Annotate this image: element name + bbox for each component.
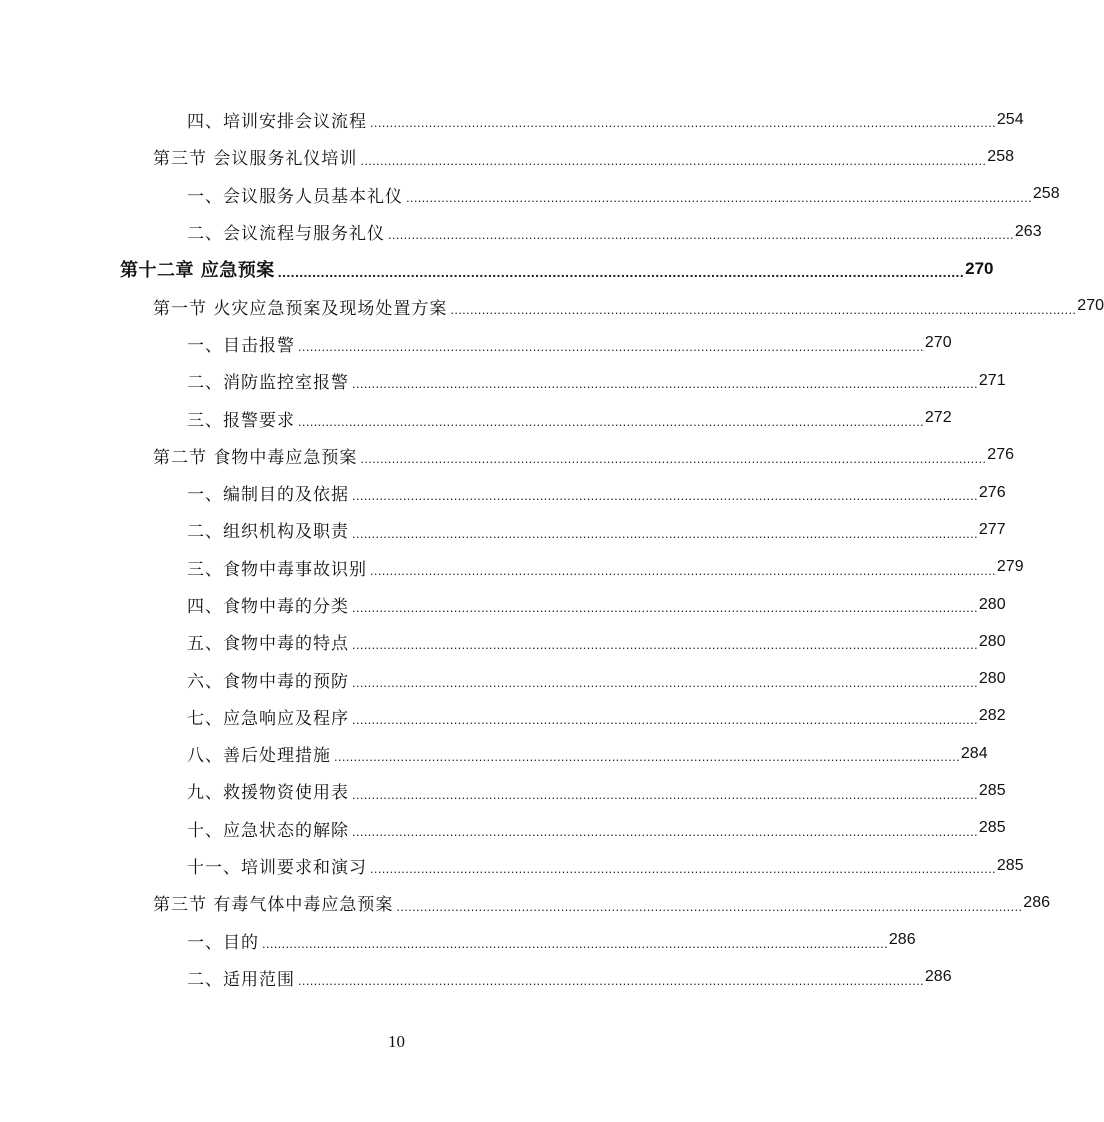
toc-entry-title: 四、培训安排会议流程: [187, 112, 367, 133]
toc-entry-page: 276: [978, 483, 1006, 501]
toc-dot-leader: ................................................................................................................................................................: [334, 749, 960, 765]
toc-entry-page: 277: [978, 520, 1006, 538]
toc-dot-leader: ................................................................................................................................................................: [352, 712, 978, 728]
toc-entry[interactable]: [0, 437, 1014, 474]
toc-entry-title: 一、会议服务人员基本礼仪: [187, 186, 403, 207]
toc-entry[interactable]: [0, 922, 916, 959]
toc-entry-title: 四、食物中毒的分类: [187, 597, 349, 617]
toc-entry[interactable]: [0, 213, 1042, 250]
toc-entry-page: 270: [1077, 297, 1104, 315]
toc-entry-title: 二、组织机构及职责: [187, 522, 349, 543]
toc-entry-page: 280: [978, 632, 1006, 650]
toc-entry[interactable]: [0, 549, 1024, 586]
table-of-contents: [0, 101, 1104, 996]
toc-dot-leader: ................................................................................................................................................................: [370, 562, 996, 578]
toc-dot-leader: ................................................................................................................................................................: [298, 339, 924, 355]
toc-entry[interactable]: [0, 101, 1024, 138]
toc-entry-page: 282: [978, 707, 1006, 725]
toc-entry-title: 八、善后处理措施: [187, 746, 331, 767]
toc-dot-leader: ................................................................................................................................................................: [352, 600, 978, 616]
toc-entry-page: 263: [1014, 222, 1042, 240]
toc-entry-title: 一、编制目的及依据: [187, 485, 349, 506]
toc-entry-title: 七、应急响应及程序: [187, 708, 349, 729]
toc-entry[interactable]: [0, 511, 1006, 548]
toc-entry-page: 272: [924, 409, 952, 427]
toc-entry[interactable]: [0, 138, 1014, 175]
toc-entry[interactable]: [0, 735, 988, 772]
toc-dot-leader: ................................................................................................................................................................: [262, 935, 888, 951]
toc-entry[interactable]: [0, 176, 1060, 213]
toc-dot-leader: ................................................................................................................................................................: [450, 301, 1077, 317]
toc-dot-leader: ................................................................................................................................................................: [352, 674, 978, 690]
toc-entry-page: 258: [1032, 185, 1060, 203]
toc-entry[interactable]: [0, 847, 1024, 884]
toc-entry[interactable]: [0, 287, 1104, 324]
toc-entry[interactable]: [0, 959, 952, 996]
toc-dot-leader: ................................................................................................................................................................: [298, 973, 924, 989]
toc-entry-page: 270: [965, 258, 994, 278]
toc-dot-leader: ................................................................................................................................................................: [360, 152, 987, 168]
toc-entry-page: 276: [987, 446, 1014, 464]
toc-entry[interactable]: [0, 623, 1006, 660]
toc-dot-leader: ................................................................................................................................................................: [360, 450, 987, 466]
toc-entry-page: 284: [960, 744, 988, 762]
toc-entry-title: 九、救援物资使用表: [187, 783, 349, 804]
toc-entry-page: 254: [996, 110, 1024, 128]
toc-dot-leader: ................................................................................................................................................................: [352, 488, 978, 504]
toc-dot-leader: ................................................................................................................................................................: [298, 413, 924, 429]
toc-entry[interactable]: [0, 698, 1006, 735]
toc-entry-page: 279: [996, 558, 1024, 576]
toc-entry-title: 三、报警要求: [187, 410, 295, 431]
toc-entry-page: 271: [978, 371, 1006, 389]
toc-entry-title: 第三节 会议服务礼仪培训: [153, 149, 358, 170]
toc-dot-leader: ................................................................................................................................................................: [352, 786, 978, 802]
toc-entry-page: 258: [987, 147, 1014, 165]
toc-entry-title: 十一、培训要求和演习: [187, 858, 367, 879]
toc-entry-title: 一、目击报警: [187, 335, 295, 356]
toc-entry[interactable]: [0, 586, 1006, 623]
toc-entry[interactable]: [0, 399, 952, 436]
toc-dot-leader: ................................................................................................................................................................: [388, 227, 1014, 243]
toc-dot-leader: ................................................................................................................................................................: [396, 898, 1023, 914]
toc-dot-leader: ................................................................................................................................................................: [370, 861, 996, 877]
toc-entry-title: 五、食物中毒的特点: [187, 634, 349, 655]
page-number: 10: [388, 1032, 405, 1051]
toc-entry[interactable]: [0, 474, 1006, 511]
toc-dot-leader: ................................................................................................................................................................: [352, 637, 978, 653]
toc-entry-title: 第二节 食物中毒应急预案: [153, 447, 358, 468]
toc-entry-title: 二、消防监控室报警: [187, 373, 349, 394]
toc-entry-page: 286: [888, 931, 916, 949]
toc-entry-page: 285: [978, 781, 1006, 799]
toc-entry-title: 一、目的: [187, 932, 259, 953]
toc-entry[interactable]: [0, 772, 1006, 809]
toc-entry-title: 第三节 有毒气体中毒应急预案: [153, 895, 394, 916]
toc-entry-page: 280: [978, 670, 1006, 688]
toc-entry-page: 285: [996, 856, 1024, 874]
toc-chapter-entry[interactable]: [0, 250, 994, 287]
toc-entry-page: 286: [924, 968, 952, 986]
toc-entry[interactable]: [0, 884, 1050, 921]
toc-entry[interactable]: [0, 325, 952, 362]
toc-entry-page: 270: [924, 334, 952, 352]
toc-dot-leader: ................................................................................................................................................................: [370, 115, 996, 131]
toc-entry[interactable]: [0, 810, 1006, 847]
toc-chapter-title: 第十二章 应急预案: [120, 259, 275, 281]
toc-entry-title: 十、应急状态的解除: [187, 820, 349, 841]
toc-entry-page: 280: [978, 595, 1006, 613]
toc-dot-leader: ................................................................................................................................................................: [352, 823, 978, 839]
toc-entry-page: 286: [1023, 893, 1050, 911]
toc-entry-page: 285: [978, 819, 1006, 837]
toc-dot-leader: ................................................................................................................................................................: [406, 189, 1032, 205]
toc-entry[interactable]: [0, 362, 1006, 399]
toc-dot-leader: ................................................................................................................................................................: [352, 376, 978, 392]
toc-dot-leader: ................................................................................................................................................................: [277, 264, 965, 281]
toc-entry-title: 二、适用范围: [187, 969, 295, 990]
toc-entry-title: 二、会议流程与服务礼仪: [187, 224, 385, 245]
toc-entry[interactable]: [0, 660, 1006, 697]
toc-entry-title: 六、食物中毒的预防: [187, 671, 349, 692]
toc-entry-title: 第一节 火灾应急预案及现场处置方案: [153, 298, 448, 319]
toc-entry-title: 三、食物中毒事故识别: [187, 559, 367, 580]
toc-dot-leader: ................................................................................................................................................................: [352, 525, 978, 541]
